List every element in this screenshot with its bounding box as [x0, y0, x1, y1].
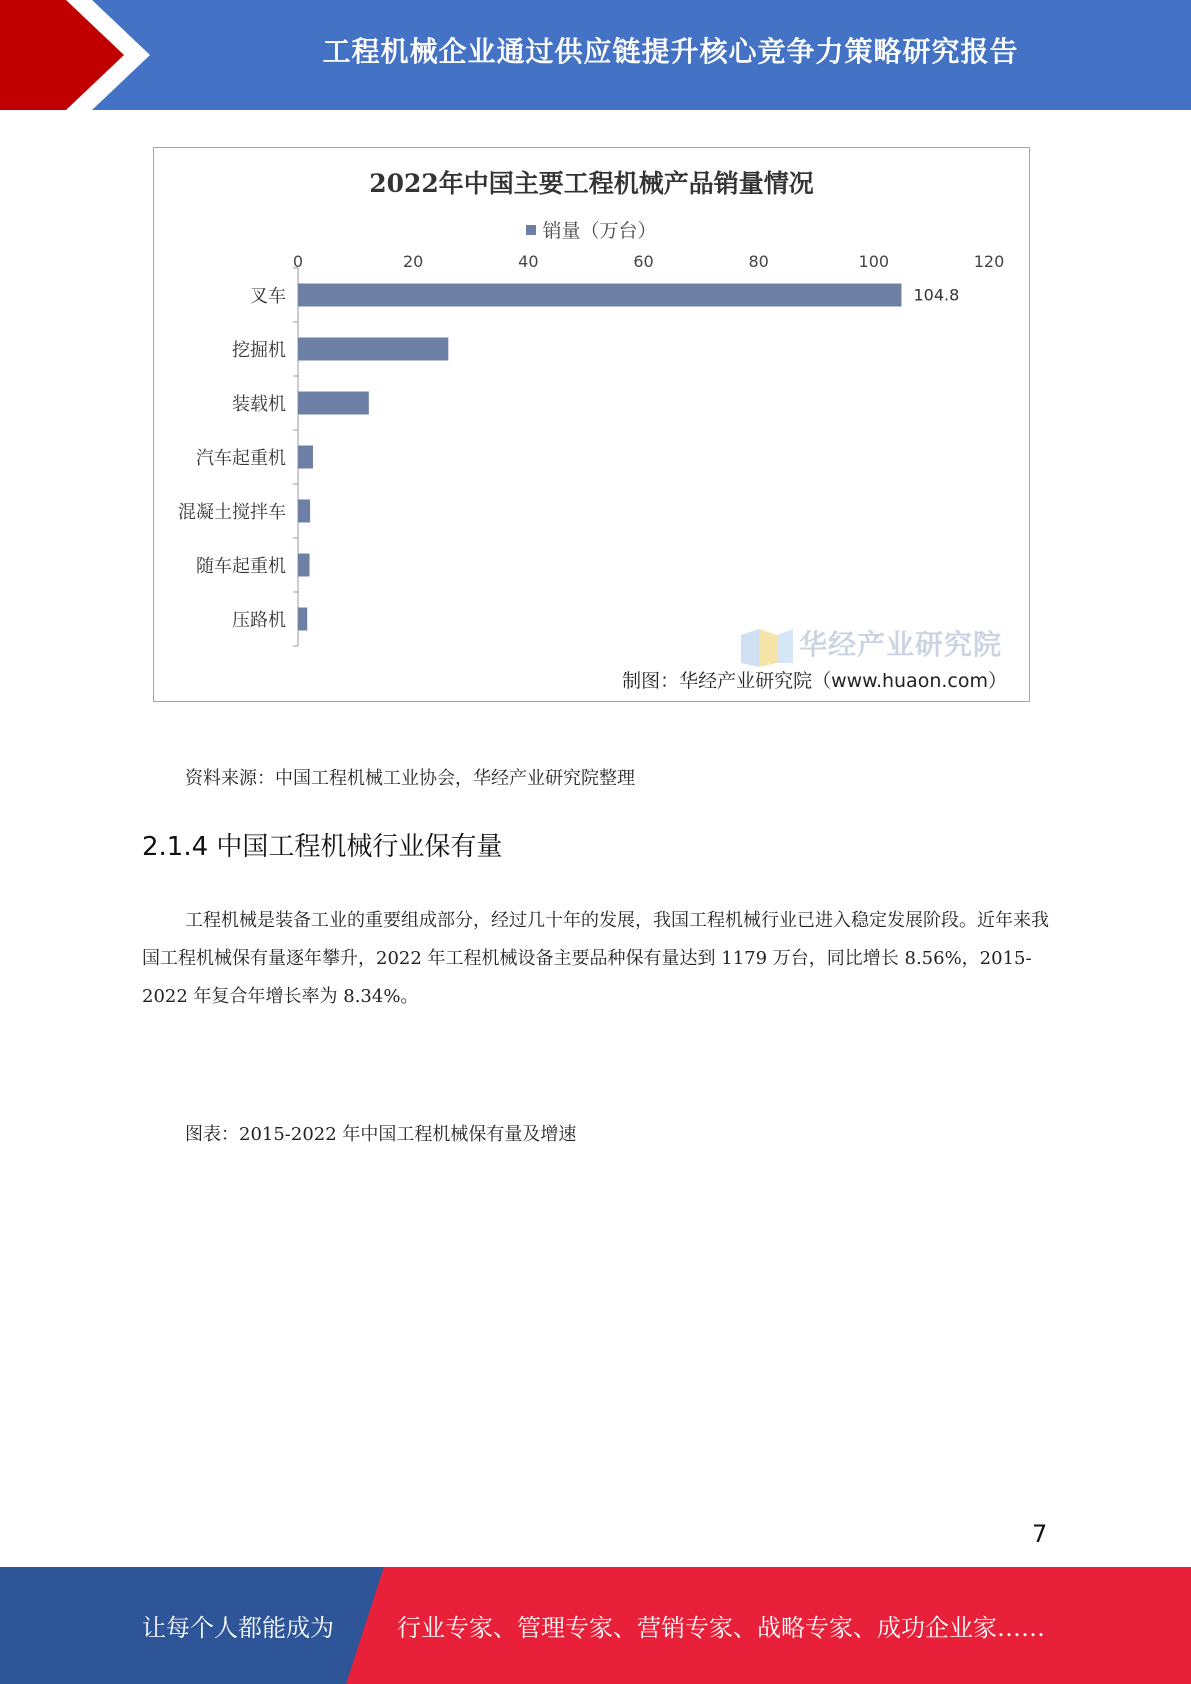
data-source: 资料来源：中国工程机械工业协会，华经产业研究院整理 — [185, 768, 635, 789]
figure-caption: 图表：2015-2022 年中国工程机械保有量及增速 — [185, 1124, 577, 1145]
footer-slogan-left: 让每个人都能成为 — [142, 1614, 334, 1642]
category-label: 压路机 — [232, 610, 286, 631]
bar-4 — [298, 500, 310, 523]
category-label: 挖掘机 — [232, 340, 286, 361]
x-tick-label: 20 — [402, 252, 424, 271]
x-tick-label: 100 — [858, 252, 890, 271]
bar-3 — [298, 446, 313, 469]
bar-1 — [298, 338, 448, 361]
category-label: 装载机 — [232, 394, 286, 415]
x-tick-label: 0 — [292, 252, 304, 271]
bar-0 — [298, 284, 901, 307]
bar-6 — [298, 608, 307, 631]
x-tick-label: 120 — [973, 252, 1005, 271]
header-banner — [0, 0, 1191, 110]
footer-banner — [0, 1567, 1191, 1684]
x-tick-label: 80 — [748, 252, 769, 271]
data-label: 104.8 — [913, 285, 960, 305]
watermark-text: 华经产业研究院 — [799, 628, 1003, 661]
chart-credit: 制图：华经产业研究院（www.huaon.com） — [622, 670, 1007, 692]
chart-title: 2022年中国主要工程机械产品销量情况 — [369, 169, 814, 198]
section-heading: 2.1.4 中国工程机械行业保有量 — [142, 832, 503, 862]
sales-chart — [153, 147, 1030, 702]
x-tick-label: 60 — [633, 252, 654, 271]
category-label: 混凝土搅拌车 — [178, 502, 286, 523]
legend-label: 销量（万台） — [542, 220, 657, 242]
category-label: 叉车 — [250, 286, 286, 307]
x-tick-label: 40 — [518, 252, 539, 271]
body-paragraph: 工程机械是装备工业的重要组成部分，经过几十年的发展，我国工程机械行业已进入稳定发展阶段。近年来我国工程机械保有量逐年攀升，2022 年工程机械设备主要品种保有量达到 1179 万台，同比增长 8.56%，2015-2022 年复合年增长率为 8.34%。 — [142, 910, 1049, 1007]
category-label: 随车起重机 — [196, 556, 286, 577]
bar-2 — [298, 392, 369, 415]
bar-5 — [298, 554, 310, 577]
report-title: 工程机械企业通过供应链提升核心竞争力策略研究报告 — [322, 35, 1019, 68]
footer-slogan-right: 行业专家、管理专家、营销专家、战略专家、成功企业家…… — [397, 1614, 1045, 1642]
watermark-logo-icon — [739, 623, 795, 669]
header-arrow-decoration — [0, 0, 150, 110]
category-label: 汽车起重机 — [196, 448, 286, 469]
page-number: 7 — [1032, 1520, 1048, 1548]
